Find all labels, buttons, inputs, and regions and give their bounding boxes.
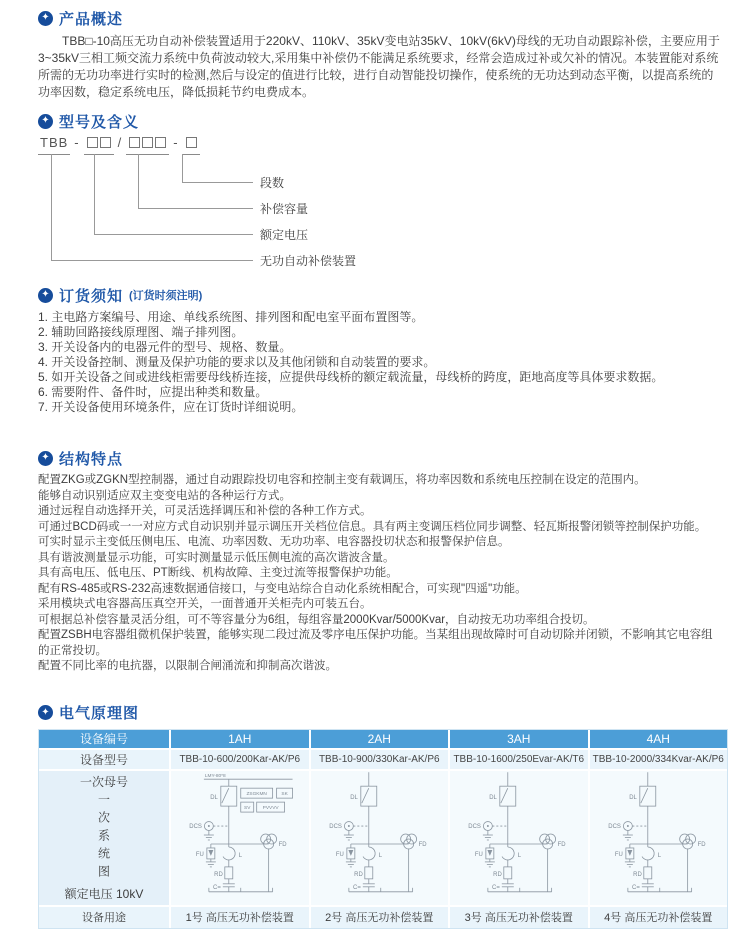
section-title-overview <box>38 8 720 28</box>
section-title-text: 产品概述 <box>59 10 124 28</box>
legend-sections: 段数 <box>260 176 285 190</box>
diagram-label-fd: FD <box>418 841 427 848</box>
model-number-cell: TBB-10-600/200Kar-AK/P6 <box>171 750 309 769</box>
table-header-cell: 2AH <box>311 730 449 748</box>
ordering-list <box>38 310 720 415</box>
diagram-label-c: C= <box>631 884 640 891</box>
model-boxes-capacity <box>126 135 169 155</box>
feature-item: 具有高电压、低电压、PT断线、机构故障、主变过流等报警保护功能。 <box>38 567 398 579</box>
star-bullet-icon: ✦ <box>38 114 53 129</box>
diagram-label-c: C= <box>352 884 361 891</box>
diagram-label-pv: PVVVV <box>262 805 279 811</box>
row-label-system-diagram: 一次系统图 <box>96 792 111 883</box>
feature-item: 可通过BCD码或一一对应方式自动识别并显示调压开关档位信息。具有两主变调压档位同步调整、轻瓦斯报警闭锁等控制保护功能。 <box>38 520 707 533</box>
diagram-label-fd: FD <box>697 841 706 848</box>
diagram-label-dl: DL <box>210 794 218 801</box>
row-label-rated-voltage: 额定电压 10kV <box>64 887 144 901</box>
placeholder-box-icon <box>142 137 153 148</box>
diagram-label-dcs: DCS <box>607 823 621 830</box>
model-separator: - <box>74 135 80 150</box>
diagram-cell-4ah <box>590 771 728 905</box>
one-line-diagram <box>590 772 728 902</box>
schematic-table <box>38 729 728 929</box>
model-separator: - <box>173 135 179 150</box>
ordering-item: 2. 辅助回路接线原理图、端子排列图。 <box>38 325 244 339</box>
section-title-text: 电气原理图 <box>59 705 140 722</box>
ordering-item: 7. 开关设备使用环境条件，应在订货时详细说明。 <box>38 400 304 414</box>
legend-capacity: 补偿容量 <box>260 202 309 216</box>
diagram-row-labels <box>39 771 169 905</box>
model-number-cell: TBB-10-900/330Kar-AK/P6 <box>311 750 449 769</box>
diagram-cell-3ah <box>450 771 588 905</box>
diagram-label-rd: RD <box>353 871 363 878</box>
table-header-cell: 设备编号 <box>39 730 169 748</box>
ordering-item: 6. 需要附件、备件时，应提出种类和数量。 <box>38 385 268 399</box>
feature-item: 可根据总补偿容量灵活分组，可不等容量分为6组，每组容量2000Kvar/5000Kvar，自动按无功功率组合投切。 <box>38 613 595 626</box>
feature-item: 具有谐波测量显示功能，可实时测量显示低压侧电流的高次谐波含量。 <box>38 551 395 564</box>
diagram-label-fu: FU <box>195 851 204 858</box>
feature-item: 配置ZSBH电容器组微机保护装置，能够实现二段过流及零序电压保护功能。当某组出现故障时可自动切除并闭锁，不影响其它电容组的正常投切。 <box>38 629 713 657</box>
legend-device: 无功自动补偿装置 <box>260 254 357 268</box>
overview-paragraph: TBB□-10高压无功自动补偿装置适用于220kV、110kV、35kV变电站35kV、10kV(6kV)母线的无功自动跟踪补偿，主要应用于3~35kV三相工频交流力系统中负荷波动较大,采用集中补偿仍不能满足系统要求，经常会造成过补或欠补的情况。本装置能对系统所需的无功功率进行实时的检测,然后与设定的值进行比较，进行自动智能投切操作，使系统的无功达到动态平衡，以提高系统的功率因数，稳定系统电压，降低损耗节约电费成本。 <box>38 34 720 99</box>
usage-cell: 4号 高压无功补偿装置 <box>590 907 728 928</box>
diagram-label-dcs: DCS <box>328 823 342 830</box>
star-bullet-icon: ✦ <box>38 451 53 466</box>
feature-item: 通过远程自动选择开关，可灵活选择调压和补偿的各种工作方式。 <box>38 505 372 517</box>
usage-cell: 3号 高压无功补偿装置 <box>450 907 588 928</box>
diagram-label-l: L <box>378 852 382 859</box>
diagram-label-c: C= <box>213 884 221 891</box>
diagram-label-l: L <box>517 852 522 859</box>
section-title-text: 结构特点 <box>59 450 124 468</box>
ordering-item: 1. 主电路方案编号、用途、单线系统图、排列图和配电室平面布置图等。 <box>38 310 424 324</box>
feature-item: 采用模块式电容器高压真空开关，一面普通开关柜壳内可装五台。 <box>38 598 372 610</box>
model-boxes-voltage <box>84 135 114 155</box>
one-line-diagram <box>311 772 449 902</box>
diagram-label-fu: FU <box>614 851 623 858</box>
diagram-cell-1ah <box>171 771 309 905</box>
feature-item: 配置不同比率的电抗器，以限制合闸涌流和抑制高次谐波。 <box>38 660 337 672</box>
feature-item: 配有RS-485或RS-232高速数据通信接口，与变电站综合自动化系统相配合，可实现"四遥"功能。 <box>38 582 527 595</box>
diagram-label-l: L <box>238 852 243 859</box>
diagram-label-l: L <box>657 852 661 859</box>
usage-cell: 1号 高压无功补偿装置 <box>171 907 309 928</box>
diagram-label-rd: RD <box>214 871 223 878</box>
diagram-label-c: C= <box>492 884 500 891</box>
table-header-cell: 4AH <box>590 730 728 748</box>
section-title-note: (订货时须注明) <box>129 290 203 302</box>
feature-item: 可实时显示主变低压侧电压、电流、功率因数、无功功率、电容器投切状态和报警保护信息。 <box>38 536 510 548</box>
section-title-model <box>38 111 720 131</box>
section-title-features <box>38 448 720 468</box>
star-bullet-icon: ✦ <box>38 705 53 720</box>
placeholder-box-icon <box>100 137 111 148</box>
diagram-label-dcs: DCS <box>189 823 202 830</box>
model-box-sections <box>183 135 200 155</box>
feature-item: 能够自动识别适应双主变变电站的各种运行方式。 <box>38 489 291 502</box>
ordering-item: 5. 如开关设备之间或进线柜需要母线桥连接，应提供母线桥的额定载流量，母线桥的跨度，距地高度等具体要求数据。 <box>38 370 664 384</box>
diagram-label-dcs: DCS <box>468 823 481 830</box>
diagram-label-rd: RD <box>632 871 642 878</box>
ordering-item: 3. 开关设备内的电器元件的型号、规格、数量。 <box>38 340 292 354</box>
model-number-cell: TBB-10-1600/250Evar-AK/T6 <box>450 750 588 769</box>
legend-voltage: 额定电压 <box>260 228 309 242</box>
model-number-cell: TBB-10-2000/334Kvar-AK/P6 <box>590 750 728 769</box>
diagram-label-dl: DL <box>489 794 497 801</box>
diagram-cell-2ah <box>311 771 449 905</box>
row-label-model: 设备型号 <box>39 750 169 769</box>
table-header-cell: 1AH <box>171 730 309 748</box>
diagram-label-fd: FD <box>557 841 566 848</box>
model-separator: / <box>117 135 123 150</box>
placeholder-box-icon <box>129 137 140 148</box>
section-title-text: 型号及含义 <box>59 113 140 131</box>
model-notation <box>38 135 200 155</box>
section-title-ordering <box>38 285 720 305</box>
diagram-label-sk: SK <box>281 791 288 797</box>
placeholder-box-icon <box>155 137 166 148</box>
model-prefix: TBB <box>38 135 70 155</box>
diagram-label-fu: FU <box>474 851 483 858</box>
one-line-diagram <box>450 772 588 902</box>
diagram-label-rd: RD <box>493 871 502 878</box>
features-list <box>38 473 720 675</box>
diagram-label-fd: FD <box>278 841 287 848</box>
diagram-label-dl: DL <box>628 794 637 801</box>
one-line-diagram <box>171 772 309 902</box>
star-bullet-icon: ✦ <box>38 11 53 26</box>
placeholder-box-icon <box>186 137 197 148</box>
placeholder-box-icon <box>87 137 98 148</box>
ordering-item: 4. 开关设备控制、测量及保护功能的要求以及其他闭锁和自动装置的要求。 <box>38 355 436 369</box>
star-bullet-icon: ✦ <box>38 288 53 303</box>
row-label-bus-number: 一次母号 <box>79 775 128 789</box>
connector-line <box>51 154 253 261</box>
usage-cell: 2号 高压无功补偿装置 <box>311 907 449 928</box>
table-header-cell: 3AH <box>450 730 588 748</box>
diagram-label-sv: SV <box>244 805 251 811</box>
section-title-schematic <box>38 703 720 723</box>
model-meaning-diagram <box>38 135 720 283</box>
diagram-label-controller: ZSGKMN <box>246 791 267 797</box>
diagram-label-fu: FU <box>335 851 344 858</box>
row-label-usage: 设备用途 <box>39 907 169 928</box>
section-title-text: 订货须知 <box>59 287 124 305</box>
diagram-label-bus: LMY-80*8 <box>204 773 226 779</box>
feature-item: 配置ZKG或ZGKN型控制器，通过自动跟踪投切电容和控制主变有载调压，将功率因数和系统电压控制在设定的范围内。 <box>38 474 646 486</box>
diagram-label-dl: DL <box>349 794 358 801</box>
